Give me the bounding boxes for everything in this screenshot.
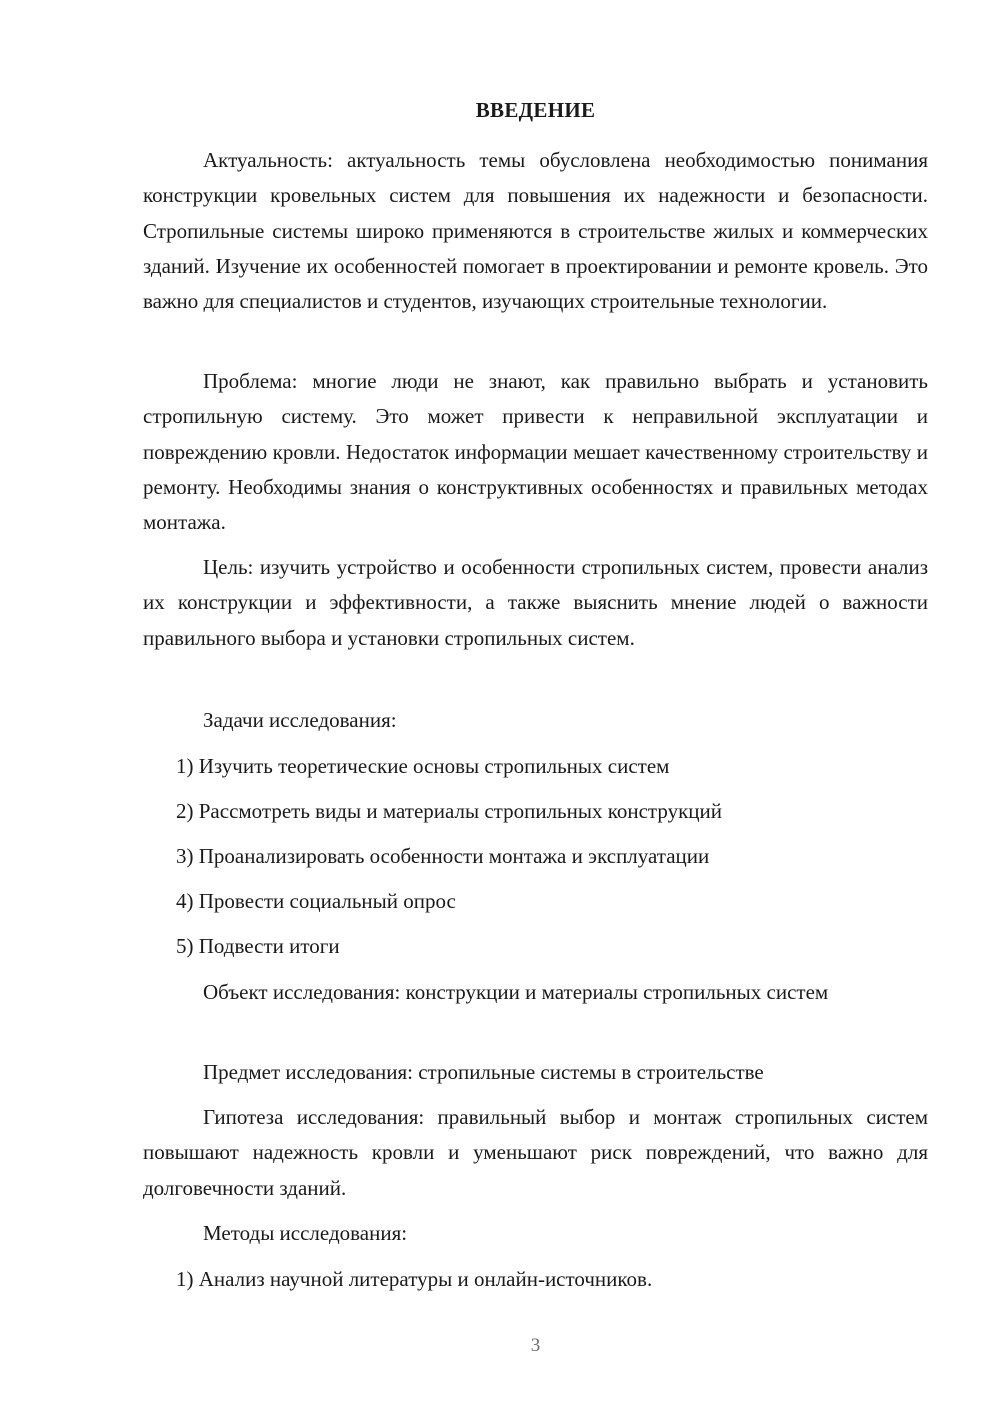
problem-paragraph: Проблема: многие люди не знают, как правильно выбрать и установить стропильную систему. Это может привести к неправильной эксплуатации и повреждению кровли. Недостаток информации мешает качественному строительству и ремонту. Необходимы знания о конструктивных особенностях и правильных методах монтажа. [143, 369, 928, 535]
methods-heading: Методы исследования: [203, 1221, 408, 1245]
task-item-2: 2) Рассмотреть виды и материалы стропильных конструкций [176, 799, 722, 823]
task-item-5: 5) Подвести итоги [176, 934, 340, 958]
task-item-1: 1) Изучить теоретические основы стропильных систем [176, 754, 670, 778]
relevance-paragraph: Актуальность: актуальность темы обусловлена необходимостью понимания конструкции кровельных систем для повышения их надежности и безопасности. Стропильные системы широко применяются в строительстве жилых и коммерческих зданий. Изучение их особенностей помогает в проектировании и ремонте кровель. Это важно для специалистов и студентов, изучающих строительные технологии. [143, 148, 928, 314]
goal-paragraph: Цель: изучить устройство и особенности стропильных систем, провести анализ их конструкции и эффективности, а также выяснить мнение людей о важности правильного выбора и установки стропильных систем. [143, 555, 928, 650]
method-item-1: 1) Анализ научной литературы и онлайн-источников. [176, 1267, 653, 1291]
page-number: 3 [530, 1335, 541, 1356]
subject-paragraph: Предмет исследования: стропильные системы в строительстве [203, 1060, 764, 1084]
task-item-4: 4) Провести социальный опрос [176, 889, 456, 913]
tasks-heading: Задачи исследования: [203, 708, 397, 732]
hypothesis-paragraph: Гипотеза исследования: правильный выбор и монтаж стропильных систем повышают надежность кровли и уменьшают риск повреждений, что важно для долговечности зданий. [143, 1105, 928, 1200]
task-item-3: 3) Проанализировать особенности монтажа и эксплуатации [176, 844, 710, 868]
page-title: ВВЕДЕНИЕ [475, 98, 596, 122]
object-paragraph: Объект исследования: конструкции и материалы стропильных систем [203, 980, 829, 1004]
